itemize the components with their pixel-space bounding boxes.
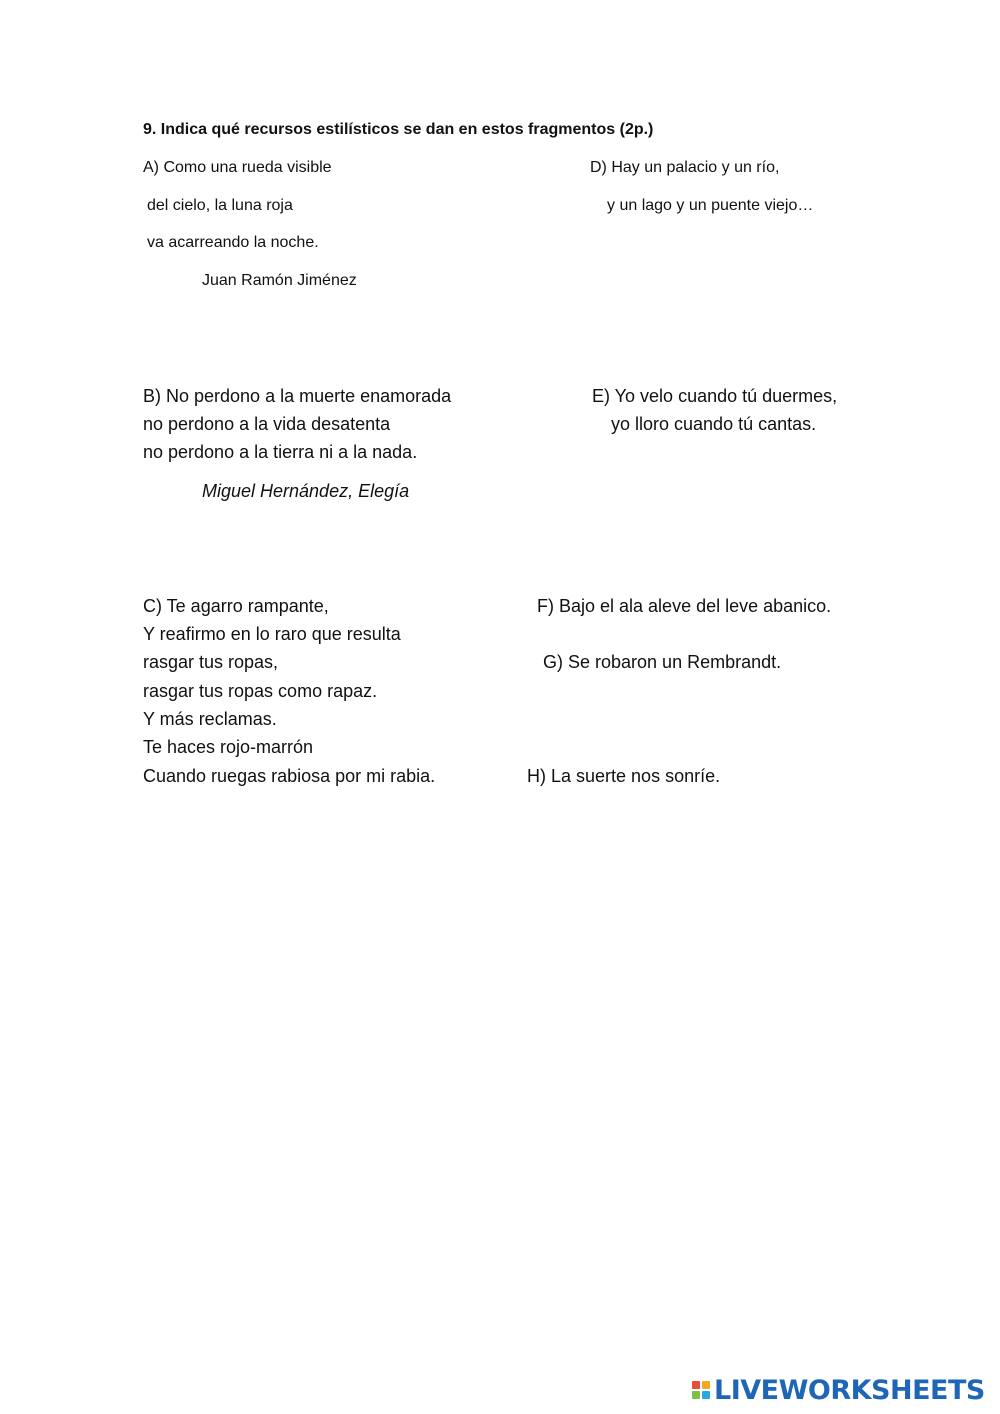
fragment-c-line-1: C) Te agarro rampante,: [143, 596, 329, 616]
logo-block-e: [702, 1391, 710, 1399]
fragment-c-line-7: Cuando ruegas rabiosa por mi rabia.: [143, 766, 436, 786]
fragment-d-line-2: y un lago y un puente viejo…: [607, 197, 814, 214]
question-heading: 9. Indica qué recursos estilísticos se dan en estos fragmentos (2p.): [143, 121, 654, 138]
fragment-b-line-1: B) No perdono a la muerte enamorada: [143, 386, 452, 406]
fragment-b-author: Miguel Hernández, Elegía: [202, 481, 410, 501]
fragment-h: H) La suerte nos sonríe.: [527, 766, 721, 786]
logo-wordmark: LIVEWORKSHEETS: [714, 1374, 985, 1406]
fragment-a-author: Juan Ramón Jiménez: [202, 272, 357, 289]
fragment-e-line-2: yo lloro cuando tú cantas.: [611, 414, 817, 434]
fragment-e-line-1: E) Yo velo cuando tú duermes,: [592, 386, 838, 406]
fragment-f: F) Bajo el ala aleve del leve abanico.: [537, 596, 832, 616]
liveworksheets-logo: [692, 1374, 985, 1406]
logo-block-i: [702, 1381, 710, 1389]
fragment-c-line-6: Te haces rojo-marrón: [143, 737, 314, 757]
fragment-a-line-3: va acarreando la noche.: [147, 234, 319, 251]
fragment-a-line-1: A) Como una rueda visible: [143, 159, 332, 176]
logo-block-v: [692, 1391, 700, 1399]
fragment-c-line-3: rasgar tus ropas,: [143, 652, 279, 672]
logo-block-l: [692, 1381, 700, 1389]
fragment-b-line-2: no perdono a la vida desatenta: [143, 414, 391, 434]
fragment-g: G) Se robaron un Rembrandt.: [543, 652, 782, 672]
fragment-c-line-4: rasgar tus ropas como rapaz.: [143, 681, 378, 701]
fragment-d-line-1: D) Hay un palacio y un río,: [590, 159, 780, 176]
fragment-a-line-2: del cielo, la luna roja: [147, 197, 293, 214]
fragment-c-line-5: Y más reclamas.: [143, 709, 277, 729]
fragment-c-line-2: Y reafirmo en lo raro que resulta: [143, 624, 401, 644]
fragment-b-line-3: no perdono a la tierra ni a la nada.: [143, 442, 418, 462]
logo-blocks-icon: [692, 1381, 710, 1399]
